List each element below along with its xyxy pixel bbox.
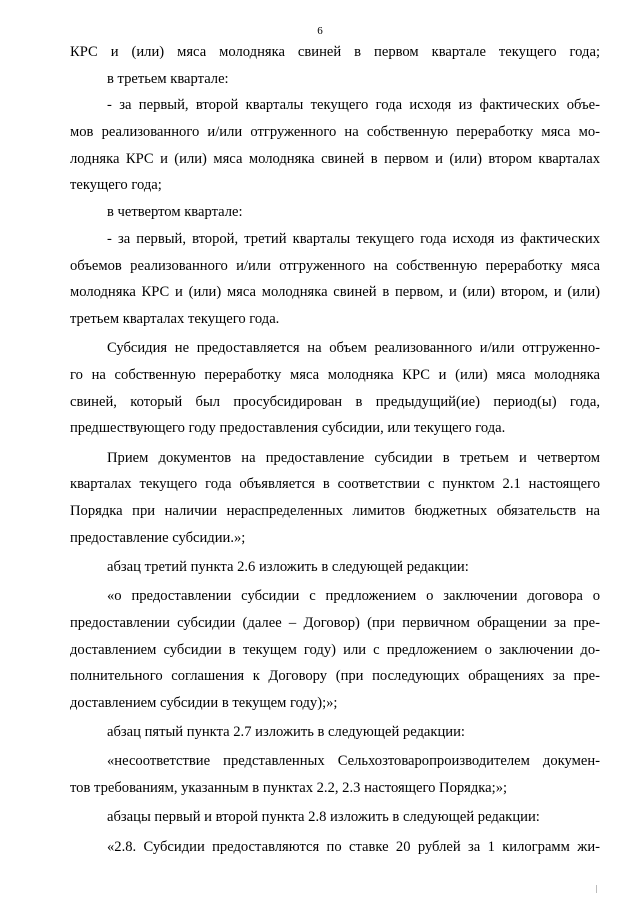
text-line: доставлением субсидии в текущем году);»;	[70, 694, 338, 711]
text-line: абзац пятый пункта 2.7 изложить в следующей редакции:	[107, 724, 465, 741]
text-line: объемов реализованного и/или отгруженного на собственную переработку мяса	[70, 257, 600, 274]
page-number: 6	[317, 25, 323, 37]
text-line: в третьем квартале:	[107, 70, 229, 87]
scan-edge-mark	[596, 885, 597, 893]
text-line: кварталах текущего года объявляется в соответствии с пунктом 2.1 настоящего	[70, 476, 600, 493]
text-line: КРС и (или) мяса молодняка свиней в первом квартале текущего года;	[70, 44, 600, 60]
text-line: полнительного соглашения к Договору (при последующих обращениях за пре-	[70, 668, 600, 685]
text-line: тов требованиям, указанным в пунктах 2.2, 2.3 настоящего Порядка;»;	[70, 780, 508, 797]
text-line: Прием документов на предоставление субсидии в третьем и четвертом	[107, 449, 600, 466]
text-line: Порядка при наличии нераспределенных лимитов бюджетных обязательств на	[70, 502, 600, 519]
text-line: свиней, который был просубсидирован в предыдущий(ие) период(ы) года,	[70, 393, 600, 410]
text-line: абзац третий пункта 2.6 изложить в следующей редакции:	[107, 558, 469, 575]
text-line: предшествующего году предоставления субсидии, или текущего года.	[70, 420, 506, 437]
text-line: абзацы первый и второй пункта 2.8 изложить в следующей редакции:	[107, 809, 540, 826]
text-line: - за первый, второй, третий кварталы текущего года исходя из фактических	[107, 230, 600, 247]
text-line: в четвертом квартале:	[107, 204, 243, 221]
text-line: мов реализованного и/или отгруженного на собственную переработку мяса мо-	[70, 124, 600, 141]
text-line: «2.8. Субсидии предоставляются по ставке 20 рублей за 1 килограмм жи-	[107, 838, 600, 855]
text-line: молодняка КРС и (или) мяса молодняка свиней в первом, и (или) втором, и (или)	[70, 284, 600, 301]
text-line: предоставление субсидии.»;	[70, 529, 246, 546]
text-line: «несоответствие представленных Сельхозтоваропроизводителем докумен-	[107, 753, 600, 770]
text-line: - за первый, второй кварталы текущего года исходя из фактических объе-	[107, 97, 600, 114]
text-line: Субсидия не предоставляется на объем реализованного и/или отгруженно-	[107, 340, 600, 357]
text-line: третьем кварталах текущего года.	[70, 310, 280, 327]
document-body	[70, 39, 600, 860]
text-line: лодняка КРС и (или) мяса молодняка свиней в первом и (или) втором кварталах	[70, 150, 600, 167]
text-line: го на собственную переработку мяса молодняка КРС и (или) мяса молодняка	[70, 366, 600, 383]
text-line: «о предоставлении субсидии с предложением о заключении договора о	[107, 588, 600, 605]
text-line: текущего года;	[70, 177, 162, 194]
text-line: предоставлении субсидии (далее – Договор) (при первичном обращении за пре-	[70, 614, 600, 631]
text-line: доставлением субсидии в текущем году) или с предложением о заключении до-	[70, 641, 600, 658]
